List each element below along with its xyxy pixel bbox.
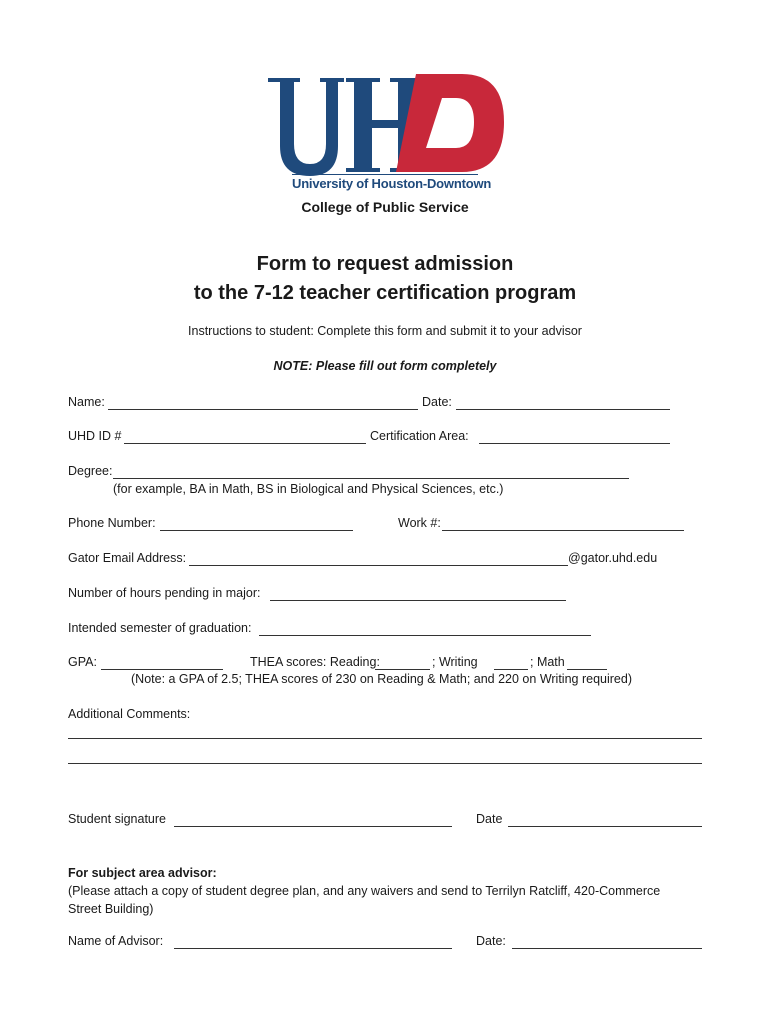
- advisor-name-field[interactable]: [174, 948, 452, 949]
- gpa-label: GPA:: [68, 655, 97, 669]
- thea-reading-label: THEA scores: Reading:: [250, 655, 380, 669]
- note-text: NOTE: Please fill out form completely: [273, 359, 497, 373]
- logo-tagline-rule: [292, 174, 478, 175]
- work-label: Work #:: [398, 516, 441, 530]
- signature-date-field[interactable]: [508, 826, 702, 827]
- hours-pending-label: Number of hours pending in major:: [68, 586, 261, 600]
- date-label: Date:: [422, 395, 452, 409]
- advisor-instructions-2: Street Building): [68, 902, 154, 916]
- cert-area-label: Certification Area:: [370, 429, 469, 443]
- comments-line-2[interactable]: [68, 763, 702, 764]
- uhd-logo: [266, 72, 506, 194]
- date-field[interactable]: [456, 409, 670, 410]
- phone-label: Phone Number:: [68, 516, 156, 530]
- degree-label: Degree:: [68, 464, 113, 478]
- gpa-note: (Note: a GPA of 2.5; THEA scores of 230 on Reading & Math; and 220 on Writing required): [131, 672, 632, 686]
- form-title-line2: to the 7-12 teacher certification program: [193, 282, 577, 304]
- thea-reading-field[interactable]: [375, 669, 430, 670]
- gpa-field[interactable]: [101, 669, 223, 670]
- semester-label: Intended semester of graduation:: [68, 621, 252, 635]
- degree-example: (for example, BA in Math, BS in Biological and Physical Sciences, etc.): [113, 482, 504, 496]
- signature-date-label: Date: [476, 812, 503, 826]
- advisor-heading: For subject area advisor:: [68, 866, 217, 880]
- advisor-name-label: Name of Advisor:: [68, 934, 164, 948]
- thea-writing-label: ; Writing: [432, 655, 478, 669]
- semester-field[interactable]: [259, 635, 591, 636]
- degree-field[interactable]: [113, 478, 629, 479]
- thea-math-label: ; Math: [530, 655, 565, 669]
- logo-tagline: University of Houston-Downtown: [292, 176, 492, 191]
- instructions-text: Instructions to student: Complete this form and submit it to your advisor: [188, 324, 582, 338]
- student-signature-field[interactable]: [174, 826, 452, 827]
- name-label: Name:: [68, 395, 105, 409]
- thea-math-field[interactable]: [567, 669, 607, 670]
- advisor-date-field[interactable]: [512, 948, 702, 949]
- gator-email-label: Gator Email Address:: [68, 551, 187, 565]
- student-signature-label: Student signature: [68, 812, 166, 826]
- thea-writing-field[interactable]: [494, 669, 528, 670]
- advisor-date-label: Date:: [476, 934, 506, 948]
- form-title-line1: Form to request admission: [256, 253, 514, 275]
- cert-area-field[interactable]: [479, 443, 670, 444]
- uhd-logo-mark: [266, 72, 506, 180]
- hours-pending-field[interactable]: [270, 600, 566, 601]
- advisor-instructions-1: (Please attach a copy of student degree plan, and any waivers and send to Terrilyn Ratcliff, 420-Commerce: [68, 884, 661, 898]
- email-suffix: @gator.uhd.edu: [568, 551, 658, 565]
- uhd-id-label: UHD ID #: [68, 429, 122, 443]
- work-field[interactable]: [442, 530, 684, 531]
- comments-line-1[interactable]: [68, 738, 702, 739]
- comments-label: Additional Comments:: [68, 707, 191, 721]
- college-name: College of Public Service: [301, 199, 469, 215]
- uhd-id-field[interactable]: [124, 443, 366, 444]
- gator-email-field[interactable]: [189, 565, 568, 566]
- name-field[interactable]: [108, 409, 418, 410]
- phone-field[interactable]: [160, 530, 353, 531]
